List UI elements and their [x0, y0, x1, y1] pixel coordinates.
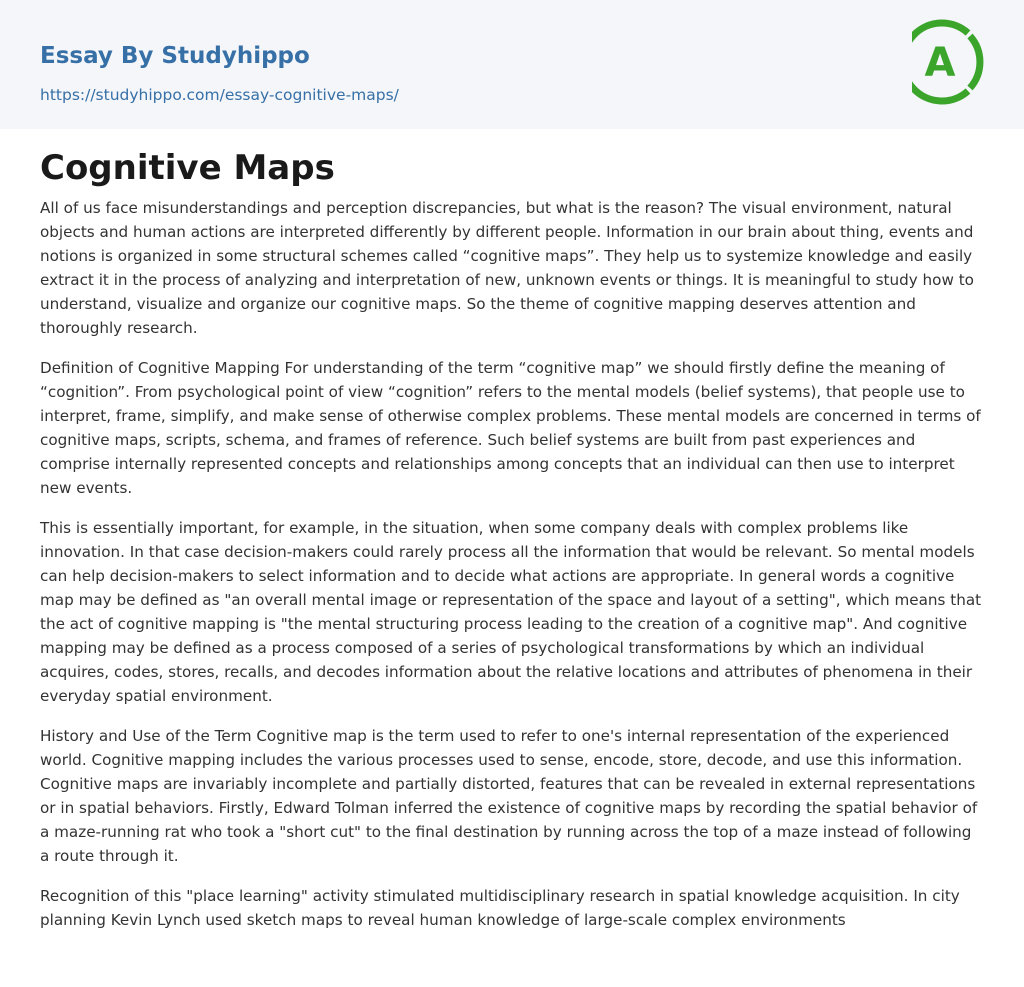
- site-brand[interactable]: Essay By Studyhippo: [40, 43, 310, 69]
- site-header: [0, 0, 1024, 129]
- article-title: Cognitive Maps: [40, 148, 335, 188]
- source-url-link[interactable]: https://studyhippo.com/essay-cognitive-maps/: [40, 86, 399, 104]
- logo-letter: A: [924, 40, 956, 86]
- article-paragraph-4: History and Use of the Term Cognitive map is the term used to refer to one's internal representation of the experienced world. Cognitive mapping includes the various processes used to sense, encode, store, decode, and use this information. Cognitive maps are invariably incomplete and partially distorted, features that can be revealed in external representations or in spatial behaviors. Firstly, Edward Tolman inferred the existence of cognitive maps by recording the spatial behavior of a maze-running rat who took a "short cut" to the final destination by running across the top of a maze instead of following a route through it.: [40, 727, 978, 865]
- logo-ring-tail: [970, 36, 980, 88]
- article-paragraph-3: This is essentially important, for example, in the situation, when some company deals with complex problems like innovation. In that case decision-makers could rarely process all the information that would be relevant. So mental models can help decision-makers to select information and to decide what actions are appropriate. In general words a cognitive map may be defined as "an overall mental image or representation of the space and layout of a setting", which means that the act of cognitive mapping is "the mental structuring process leading to the creation of a cognitive map". And cognitive mapping may be defined as a process composed of a series of psychological transformations by which an individual acquires, codes, stores, recalls, and decodes information about the relative locations and attributes of phenomena in their everyday spatial environment.: [40, 519, 982, 705]
- article-paragraph-1: All of us face misunderstandings and perception discrepancies, but what is the reason? The visual environment, natural objects and human actions are interpreted differently by different people. Information in our brain about thing, events and notions is organized in some structural schemes called “cognitive maps”. They help us to systemize knowledge and easily extract it in the process of analyzing and interpretation of new, unknown events or things. It is meaningful to study how to understand, visualize and organize our cognitive maps. So the theme of cognitive mapping deserves attention and thoroughly research.: [40, 199, 974, 337]
- article: [0, 146, 1024, 932]
- studyhippo-logo-icon[interactable]: [912, 18, 988, 106]
- article-paragraph-2: Definition of Cognitive Mapping For understanding of the term “cognitive map” we should firstly define the meaning of “cognition”. From psychological point of view “cognition” refers to the mental models (belief systems), that people use to interpret, frame, simplify, and make sense of otherwise complex problems. These mental models are concerned in terms of cognitive maps, scripts, schema, and frames of reference. Such belief systems are built from past experiences and comprise internally represented concepts and relationships among concepts that an individual can then use to interpret new events.: [40, 359, 981, 497]
- article-paragraph-5: Recognition of this "place learning" activity stimulated multidisciplinary research in spatial knowledge acquisition. In city planning Kevin Lynch used sketch maps to reveal human knowledge of large-scale complex environments: [40, 887, 960, 929]
